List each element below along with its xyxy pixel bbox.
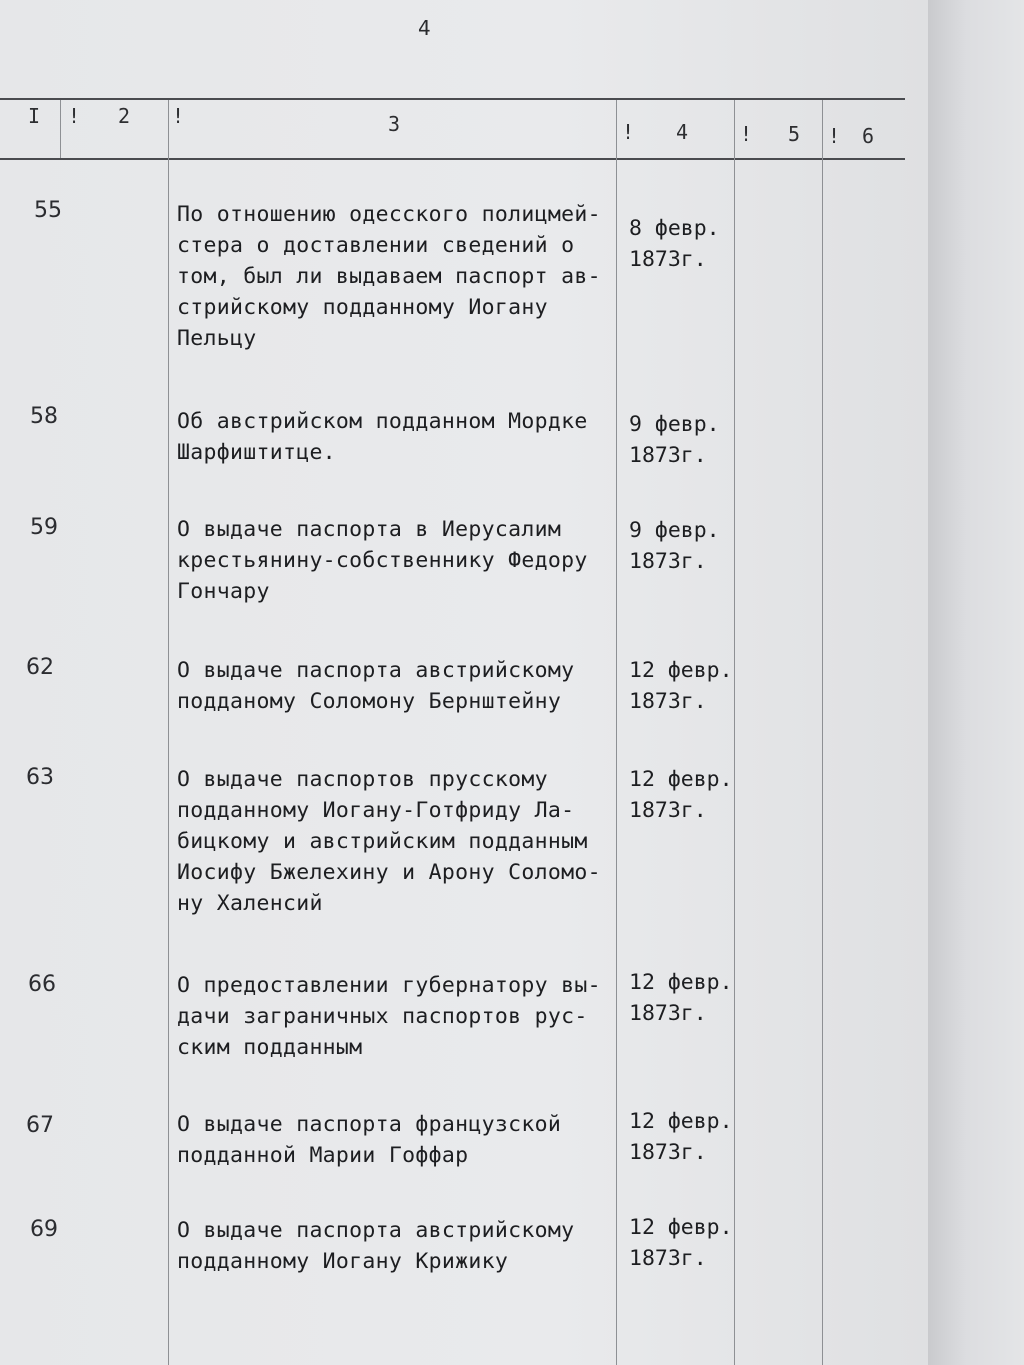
entry-text-line: Гончару: [177, 579, 270, 604]
header-col-5: 5: [788, 122, 801, 146]
entry-number: 67: [26, 1113, 54, 1138]
entry-date: [629, 213, 720, 275]
entry-text-line: стера о доставлении сведений о: [177, 233, 575, 258]
column-divider: [734, 100, 735, 1365]
header-separator: !: [740, 122, 753, 146]
table-header-top-rule: [0, 98, 905, 100]
entry-description: [177, 970, 617, 1063]
entry-date-line: 8 февр.: [629, 216, 720, 241]
entry-text-line: стрийскому подданному Иогану: [177, 295, 548, 320]
entry-date: [629, 515, 720, 577]
header-col-3: 3: [388, 112, 401, 136]
entry-text-line: О предоставлении губернатору вы-: [177, 973, 601, 998]
entry-date-line: 12 февр.: [629, 767, 733, 792]
entry-number: 55: [34, 198, 62, 223]
entry-date-line: 1873г.: [629, 1140, 707, 1165]
entry-date-line: 12 февр.: [629, 658, 733, 683]
entry-description: [177, 1109, 617, 1171]
entry-number: 63: [26, 765, 54, 790]
header-separator: !: [622, 120, 635, 144]
entry-date-line: 12 февр.: [629, 970, 733, 995]
entry-text-line: бицкому и австрийским подданным: [177, 829, 588, 854]
entry-number: 62: [26, 655, 54, 680]
column-divider: [822, 100, 823, 1365]
header-col-6: 6: [862, 124, 875, 148]
page-number: 4: [418, 16, 431, 40]
entry-date: [629, 409, 720, 471]
entry-description: [177, 764, 617, 919]
column-divider: [60, 100, 61, 158]
entry-date: [629, 1106, 733, 1168]
entry-date-line: 1873г.: [629, 443, 707, 468]
entry-text-line: О выдаче паспортов прусскому: [177, 767, 548, 792]
entry-number: 59: [30, 515, 58, 540]
entry-date: [629, 655, 733, 717]
entry-text-line: ну Халенсий: [177, 891, 323, 916]
entry-description: [177, 406, 617, 468]
entry-text-line: Пельцу: [177, 326, 257, 351]
table-header-bottom-rule: [0, 158, 905, 160]
column-divider: [168, 100, 169, 1365]
entry-date-line: 1873г.: [629, 1001, 707, 1026]
entry-date-line: 1873г.: [629, 1246, 707, 1271]
header-separator: !: [828, 124, 841, 148]
entry-text-line: крестьянину-собственнику Федору: [177, 548, 588, 573]
entry-text-line: Об австрийском подданном Мордке: [177, 409, 588, 434]
entry-text-line: подданной Марии Гоффар: [177, 1143, 469, 1168]
entry-description: [177, 1215, 617, 1277]
entry-date-line: 12 февр.: [629, 1215, 733, 1240]
next-page-edge: [928, 0, 1024, 1365]
entry-text-line: дачи заграничных паспортов рус-: [177, 1004, 588, 1029]
entry-description: [177, 199, 617, 354]
entry-text-line: подданному Иогану Крижику: [177, 1249, 509, 1274]
header-separator: !: [172, 104, 185, 128]
entry-text-line: О выдаче паспорта французской: [177, 1112, 562, 1137]
entry-date-line: 9 февр.: [629, 518, 720, 543]
entry-number: 58: [30, 404, 58, 429]
entry-text-line: подданному Иогану-Готфриду Ла-: [177, 798, 575, 823]
entry-text-line: Шарфиштитце.: [177, 440, 336, 465]
entry-date-line: 1873г.: [629, 798, 707, 823]
entry-date: [629, 764, 733, 826]
entry-number: 69: [30, 1217, 58, 1242]
entry-text-line: О выдаче паспорта австрийскому: [177, 658, 575, 683]
entry-date-line: 1873г.: [629, 689, 707, 714]
entry-date-line: 9 февр.: [629, 412, 720, 437]
header-col-1: I: [28, 104, 41, 128]
header-col-2: 2: [118, 104, 131, 128]
entry-date-line: 1873г.: [629, 549, 707, 574]
entry-date: [629, 1212, 733, 1274]
entry-date-line: 12 февр.: [629, 1109, 733, 1134]
header-separator: !: [68, 104, 81, 128]
entry-date: [629, 967, 733, 1029]
entry-date-line: 1873г.: [629, 247, 707, 272]
entry-text-line: подданому Соломону Бернштейну: [177, 689, 562, 714]
entry-text-line: ским подданным: [177, 1035, 363, 1060]
entry-description: [177, 655, 617, 717]
header-col-4: 4: [676, 120, 689, 144]
entry-text-line: Иосифу Бжелехину и Арону Соломо-: [177, 860, 601, 885]
entry-text-line: том, был ли выдавaем паспорт ав-: [177, 264, 601, 289]
entry-description: [177, 514, 617, 607]
entry-text-line: О выдаче паспорта австрийскому: [177, 1218, 575, 1243]
entry-number: 66: [28, 972, 56, 997]
entry-text-line: По отношению одесского полицмей-: [177, 202, 601, 227]
entry-text-line: О выдаче паспорта в Иерусалим: [177, 517, 562, 542]
